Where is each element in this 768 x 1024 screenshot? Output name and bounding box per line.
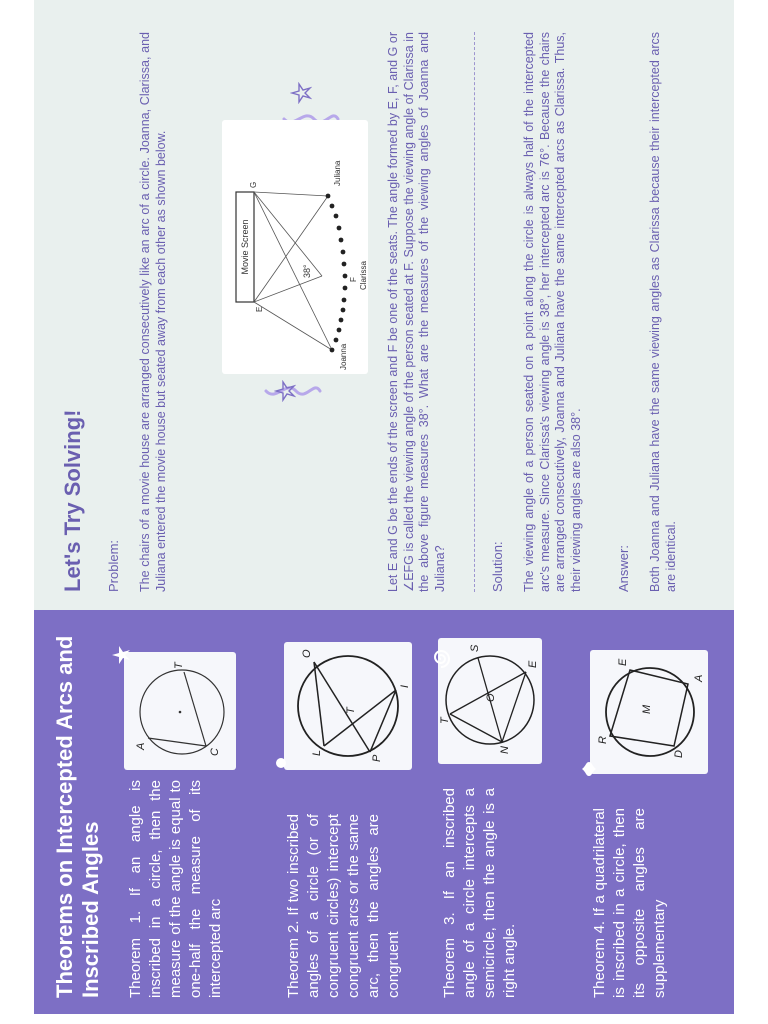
label-o: O [301, 649, 313, 658]
movie-house-figure [222, 120, 368, 374]
screen-label: Movie Screen [240, 219, 250, 275]
name-joanna: Joanna [339, 343, 348, 370]
name-clarissa: Clarissa [359, 261, 368, 290]
label-a4: A [693, 674, 705, 682]
label-a: A [135, 742, 147, 750]
label-p: P [371, 754, 383, 762]
star-doodle-icon-3 [290, 82, 312, 104]
solution-text: The viewing angle of a person seated on a point along the circle is always half of the intercepted arc's measure. Since Clarissa's viewing angle is 38°, her intercepted arc is 76°. Because the chairs are arranged consecutively, Joanna and Juliana have the same intercepted arcs as Clarissa. Thus, their viewing angles are also 38°. [522, 32, 583, 592]
label-n: N [499, 746, 511, 754]
theorem-1-text: Theorem 1. If an angle is inscribed in a circle, then the measure of the angle is equal to one-half the measure of its intercepted arc [127, 780, 224, 998]
star-doodle-icon-2 [274, 380, 296, 402]
label-m: M [641, 704, 653, 714]
label-t3: T [439, 717, 451, 724]
star-doodle-icon [110, 644, 132, 666]
answer-text: Both Joanna and Juliana have the same viewing angles as Clarissa because their intercepted arcs are identical. [648, 32, 678, 592]
label-e: E [527, 660, 539, 668]
theorem-4-text: Theorem 4. If a quadrilateral is inscribed in a circle, then its opposite angles are supplementary [591, 808, 668, 998]
spiral-doodle-icon [430, 646, 452, 668]
label-r: R [597, 736, 609, 744]
label-t2: T [345, 707, 357, 714]
theorem-3-text: Theorem 3. If an inscribed angle of a circle intercepts a semicircle, then the angle is a right angle. [441, 788, 518, 998]
angle-label: 38° [302, 264, 312, 278]
theorems-title: Theorems on Intercepted Arcs and Inscribed Angles [52, 635, 103, 998]
theorem-1-figure [124, 652, 236, 770]
label-e-point: E [255, 306, 264, 312]
label-o3: O [485, 693, 497, 702]
name-juliana: Juliana [333, 160, 342, 186]
label-s: S [469, 644, 481, 652]
solving-title: Let's Try Solving! [60, 409, 85, 592]
theorem-3-figure [438, 638, 542, 764]
seat-dots [326, 194, 348, 353]
section-divider [474, 32, 475, 592]
flower-doodle-icon-2 [580, 760, 598, 778]
label-i: I [399, 684, 411, 688]
question-text: Let E and G be the ends of the screen and F be one of the seats. The angle formed by E, F, and G or ∠EFG is called the viewing angle of the person seated at F. Suppose the viewing angle of Clarissa in the above figure measures 38°. What are the measures of the viewing angles of Joanna and Juliana? [386, 32, 447, 592]
handout-paper [34, 0, 734, 1014]
label-c: C [209, 748, 221, 756]
solution-label: Solution: [490, 541, 505, 592]
theorem-4-figure [590, 650, 708, 774]
theorem-2-text: Theorem 2. If two inscribed angles of a circle (or of congruent circles) intercept congruent arcs or the same arc, then the angles are congruent [285, 814, 402, 998]
label-g-point: G [249, 181, 258, 188]
label-d: D [673, 750, 685, 758]
theorems-panel [34, 610, 734, 1014]
problem-label: Problem: [106, 539, 121, 592]
problem-text: The chairs of a movie house are arranged consecutively like an arc of a circle. Joanna, Clarissa, and Juliana entered the movie house but seated away from each other as shown below. [138, 32, 168, 592]
theorem-2-figure [284, 642, 412, 770]
label-e4: E [617, 658, 629, 666]
problem-panel [34, 0, 734, 610]
label-f-point: F [349, 277, 358, 282]
label-l: L [311, 749, 323, 756]
flower-doodle-icon [274, 756, 288, 770]
answer-label: Answer: [616, 545, 631, 592]
label-t: T [173, 662, 185, 669]
